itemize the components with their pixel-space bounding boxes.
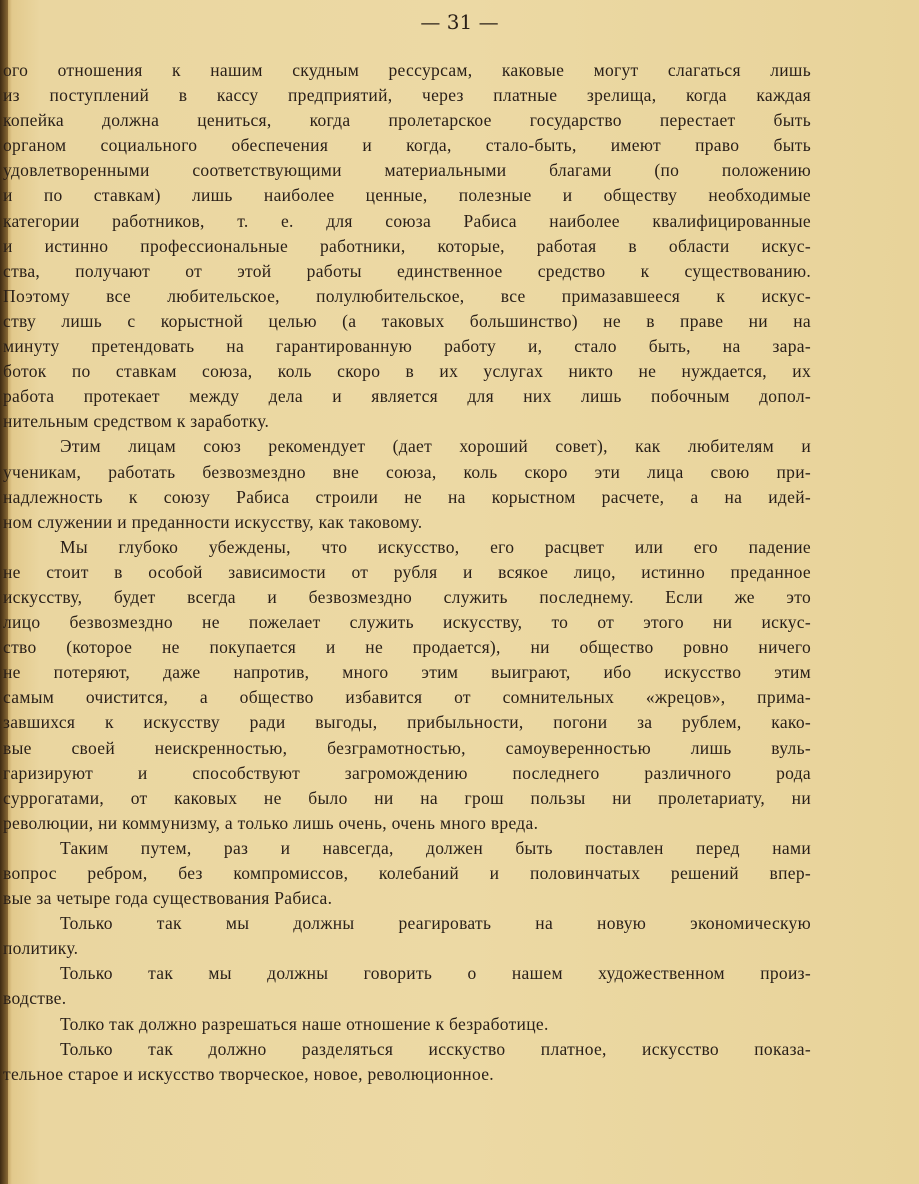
text-line: категории работников, т. е. для союза Рабиса наиболее квалифицированные — [3, 210, 811, 231]
text-line: Мы глубоко убеждены, что искусство, его расцвет или его падение — [60, 536, 811, 557]
paragraph — [3, 911, 811, 961]
text-line: Поэтому все любительское, полулюбительское, все примазавшееся к искус- — [3, 285, 811, 306]
text-line: Только так мы должны говорить о нашем художественном произ- — [60, 963, 811, 984]
text-line: надлежность к союзу Рабиса строили не на корыстном расчете, а на идей- — [3, 486, 811, 507]
text-line: водстве. — [3, 988, 67, 1009]
text-line: искусству, будет всегда и безвозмездно служить последнему. Если же это — [3, 586, 811, 607]
paragraph — [3, 58, 811, 434]
text-line: органом социального обеспечения и когда, стало-быть, имеют право быть — [3, 135, 811, 156]
text-line: копейка должна цениться, когда пролетарское государство перестает быть — [3, 110, 811, 131]
paragraph — [3, 961, 811, 1011]
text-line: ства, получают от этой работы единственное средство к существованию. — [3, 260, 811, 281]
text-line: самым очистится, а общество избавится от сомнительных «жрецов», прима- — [3, 687, 811, 708]
text-line: боток по ставкам союза, коль скоро в их услугах никто не нуждается, их — [3, 361, 811, 382]
text-line: ученикам, работать безвозмездно вне союза, коль скоро эти лица свою при- — [3, 461, 811, 482]
text-line: гаризируют и способствуют загромождению последнего различного рода — [3, 762, 811, 783]
paragraph — [3, 535, 811, 836]
text-line: не стоит в особой зависимости от рубля и всякое лицо, истинно преданное — [3, 561, 811, 582]
body-text — [3, 58, 811, 1087]
text-line: Таким путем, раз и навсегда, должен быть поставлен перед нами — [60, 837, 811, 858]
text-line: из поступлений в кассу предприятий, через платные зрелища, когда каждая — [3, 85, 811, 106]
text-line: нительным средством к заработку. — [3, 411, 270, 432]
text-line: суррогатами, от каковых не было ни на грош пользы ни пролетариату, ни — [3, 787, 811, 808]
paragraph — [3, 836, 811, 911]
text-line: тельное старое и искусство творческое, новое, революционное. — [3, 1063, 494, 1084]
text-line: не потеряют, даже напротив, много этим выиграют, ибо искусство этим — [3, 662, 811, 683]
text-line: вопрос ребром, без компромиссов, колебаний и половинчатых решений впер- — [3, 863, 811, 883]
text-line: удовлетворенными соответствующими материальными благами (по положению — [3, 160, 811, 181]
text-line: вые за четыре года существования Рабиса. — [3, 888, 333, 909]
text-line: политику. — [3, 938, 79, 959]
text-line: Только так должно разделяться исскуство платное, искусство показа- — [60, 1038, 811, 1059]
text-line: и по ставкам) лишь наиболее ценные, полезные и обществу необходимые — [3, 185, 811, 206]
paragraph — [3, 434, 811, 534]
text-line: Толко так должно разрешаться наше отношение к безработице. — [60, 1013, 549, 1034]
text-line: ство (которое не покупается и не продается), ни общество ровно ничего — [3, 637, 811, 658]
text-line: ого отношения к нашим скудным рессурсам, каковые могут слагаться лишь — [3, 60, 811, 80]
text-line: лицо безвозмездно не пожелает служить искусству, то от этого ни искус- — [3, 612, 811, 633]
text-line: работа протекает между дела и является для них лишь побочным допол- — [3, 386, 811, 407]
text-line: минуту претендовать на гарантированную работу и, стало быть, на зара- — [3, 336, 811, 357]
text-line: Этим лицам союз рекомендует (дает хороший совет), как любителям и — [60, 436, 811, 457]
page-number: — 31 — — [420, 10, 499, 34]
text-line: революции, ни коммунизму, а только лишь очень, очень много вреда. — [3, 812, 539, 833]
text-line: и истинно профессиональные работники, которые, работая в области искус- — [3, 235, 811, 256]
text-line: Только так мы должны реагировать на новую экономическую — [60, 913, 811, 934]
text-line: ству лишь с корыстной целью (а таковых большинство) не в праве ни на — [3, 310, 811, 331]
text-line: завшихся к искусству ради выгоды, прибыльности, погони за рублем, како- — [3, 712, 811, 733]
text-line: ном служении и преданности искусству, как таковому. — [3, 511, 423, 532]
text-line: вые своей неискренностью, безграмотностью, самоуверенностью лишь вуль- — [3, 737, 811, 758]
paragraph — [3, 1037, 811, 1087]
paragraph — [3, 1012, 811, 1037]
